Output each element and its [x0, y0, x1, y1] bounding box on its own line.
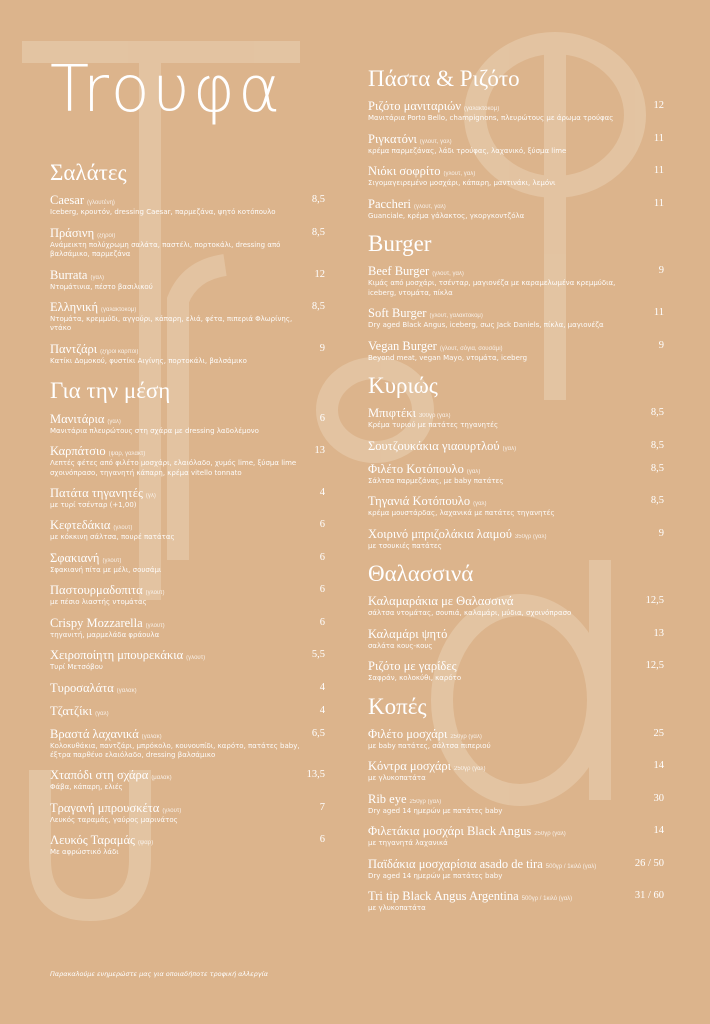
menu-item: [368, 132, 664, 156]
menu-item-description: με τυρί τσένταρ (+1,00): [50, 500, 137, 509]
menu-item-price: 13: [653, 627, 664, 639]
menu-item: [368, 594, 664, 618]
menu-item: [50, 727, 325, 761]
menu-item-name: Τζατζίκι: [50, 703, 93, 718]
menu-item-description: Dry aged 14 ημερών με πατάτες baby: [368, 806, 503, 815]
menu-section: [368, 561, 664, 684]
menu-item-name: Κεφτεδάκια: [50, 518, 111, 533]
menu-item-description: κρέμα μουστάρδας, λαχανικά με πατάτες τηγανητές: [368, 509, 555, 518]
menu-item: [368, 759, 664, 783]
menu-item-price: 14: [653, 825, 664, 837]
menu-item-name: Πατάτα τηγανητές: [50, 485, 143, 500]
menu-item: [368, 857, 664, 881]
menu-item: [50, 412, 325, 436]
menu-item-name: Crispy Mozzarella: [50, 615, 143, 630]
menu-item-name: Caesar: [50, 193, 85, 208]
menu-item-price: 12: [314, 268, 325, 280]
menu-item-description: Ντομάτα, κρεμμύδι, αγγούρι, κάπαρη, ελιά, φέτα, πιπεριά Φλωρίνης, ντάκο: [50, 315, 293, 333]
menu-item-price: 8,5: [650, 407, 664, 419]
menu-item-name-row: [50, 268, 305, 283]
menu-item-name-row: [368, 306, 644, 321]
menu-item-description: με πέσιο λιαστής ντομάτας: [50, 598, 147, 607]
menu-item-name: Ελληνική: [50, 300, 99, 315]
menu-section: [50, 378, 325, 857]
menu-item-name: Παϊδάκια μοσχαρίσια asado de tira: [368, 856, 543, 871]
menu-item-price: 12: [653, 100, 664, 112]
menu-item: [50, 768, 325, 792]
menu-item-name-row: [50, 704, 305, 719]
menu-item-name: Μανιτάρια: [50, 411, 105, 426]
menu-item-price: 11: [653, 307, 664, 319]
menu-item-name-row: [368, 527, 644, 542]
menu-item-description: Iceberg, κρουτόν, dressing Caesar, παρμεζάνα, ψητό κοτόπουλο: [50, 208, 276, 217]
menu-section: [368, 373, 664, 551]
menu-item-price: 6: [319, 551, 325, 563]
menu-item-name-row: [50, 412, 305, 427]
menu-item-name-row: [368, 132, 644, 147]
menu-item: [50, 193, 325, 217]
menu-item-price: 6: [319, 519, 325, 531]
menu-item-note: 500γρ / 1κιλό (γαλ): [521, 896, 573, 903]
menu-item-price: 11: [653, 165, 664, 177]
menu-item-name-row: [368, 494, 644, 509]
menu-item-name-row: [50, 444, 305, 459]
menu-item: [368, 197, 664, 221]
menu-item: [50, 833, 325, 857]
menu-item-name: Rib eye: [368, 791, 407, 806]
menu-item-name: Soft Burger: [368, 306, 427, 321]
menu-item-name-row: [368, 889, 644, 904]
menu-item-note: (γαλ): [473, 501, 487, 508]
menu-item-name-row: [50, 681, 305, 696]
menu-item-note: (γλουτ, σόγια, σουσάμι): [439, 345, 503, 352]
menu-item-note: (γλουτ, γαλ): [419, 138, 452, 145]
menu-item-note: (γαλ): [466, 468, 481, 475]
menu-item-name: Tri tip Black Angus Argentina: [368, 889, 519, 904]
menu-item-name: Ριγκατόνι: [368, 131, 417, 146]
menu-item-name: Μπιφτέκι: [368, 406, 416, 421]
menu-item: [50, 444, 325, 478]
menu-item: [368, 727, 664, 751]
menu-item-description: Κρέμα τυριού με πατάτες τηγανητές: [368, 421, 499, 430]
menu-item-note: (γλουτ): [102, 557, 122, 564]
menu-item-price: 7: [319, 801, 325, 813]
menu-item-description: Μανιτάρια πλευρώτους στη σχάρα με dressing λαδολέμονο: [50, 426, 259, 435]
menu-item: [368, 462, 664, 486]
menu-item-name-row: [50, 226, 305, 241]
menu-item-price: 4: [319, 704, 325, 716]
menu-item-price: 26 / 50: [634, 857, 664, 869]
menu-item-name-row: [368, 857, 644, 872]
menu-item-description: Λεπτές φέτες από φιλέτο μοσχάρι, ελαιόλαδο, χυμός lime, ξύσμα lime σχοινόπρασο, τηγανητή κάπαρη, κρέμα vitello tonnato: [50, 459, 297, 477]
menu-item-description: σαλάτα κους-κους: [368, 641, 433, 650]
menu-item: [50, 486, 325, 510]
menu-item-price: 8,5: [311, 226, 325, 238]
menu-item-name-row: [368, 197, 644, 212]
menu-item-name: Χταπόδι στη σχάρα: [50, 768, 149, 783]
menu-item-note: (γλουτ): [162, 807, 182, 814]
menu-item: [50, 226, 325, 260]
menu-item-note: (γαλακτοκομ): [464, 106, 500, 113]
menu-item-name: Τυροσαλάτα: [50, 680, 114, 695]
menu-item-note: (γλουτ, γαλακτοκομ): [429, 313, 483, 320]
section-title: Πάστα & Ριζότο: [368, 66, 520, 91]
menu-item-price: 13: [314, 445, 325, 457]
menu-item-description: σάλτσα ντομάτας, σουπιά, καλαμάρι, μύδια, σχοινόπρασο: [368, 609, 572, 618]
menu-section: [368, 694, 664, 914]
menu-item-name-row: [368, 727, 644, 742]
menu-item-name-row: [368, 462, 644, 477]
menu-item: [368, 264, 664, 298]
menu-item-name: Vegan Burger: [368, 338, 437, 353]
menu-item-price: 4: [319, 486, 325, 498]
menu-item: [368, 439, 664, 454]
menu-item-name-row: [50, 616, 305, 631]
menu-item-name-row: [50, 648, 305, 663]
menu-section: [368, 66, 664, 221]
menu-item-name: Νιόκι σοφρίτο: [368, 164, 441, 179]
menu-item-name: Σφακιανή: [50, 550, 100, 565]
menu-item-note: (γλουτ): [113, 525, 133, 532]
menu-item-description: Κιμάς από μοσχάρι, τσένταρ, μαγιονέζα με καραμελωμένα κρεμμύδια, iceberg, ντομάτα, πίκλα: [368, 279, 616, 297]
menu-item-name: Πράσινη: [50, 225, 95, 240]
menu-item-name-row: [50, 768, 305, 783]
menu-item-name: Καρπάτσιο: [50, 444, 106, 459]
menu-item-name: Ριζότο μανιταριών: [368, 99, 462, 114]
menu-item-name: Χειροποίητη μπουρεκάκια: [50, 648, 184, 663]
menu-item-description: Με αφρώστικό λάδι: [50, 848, 119, 857]
menu-item-description: Σάλτσα παρμεζάνας, με baby πατάτες: [368, 476, 504, 485]
menu-item-description: Ανάμεικτη πολύχρωμη σαλάτα, παστέλι, πορτοκάλι, dressing από βαλσάμικο, παρμεζάνα: [50, 240, 281, 259]
menu-item-name: Τηγανιά Κοτόπουλο: [368, 494, 471, 509]
menu-item-name-row: [368, 659, 644, 674]
menu-item-price: 6: [319, 412, 325, 424]
menu-item: [50, 518, 325, 542]
menu-item: [368, 889, 664, 913]
menu-item: [368, 494, 664, 518]
menu-item-description: κρέμα παρμεζάνας, λάδι τρούφας, λαχανικό, ξύσμα lime: [368, 146, 567, 155]
menu-item-note: (γαλακ): [141, 733, 162, 740]
menu-item-name-row: [50, 518, 305, 533]
menu-item-name-row: [50, 342, 305, 357]
right-column: [368, 66, 664, 924]
menu-item-description: Φάβα, κάπαρη, ελιές: [50, 783, 123, 792]
menu-item-name: Βραστά λαχανικά: [50, 726, 139, 741]
menu-item-name-row: [368, 339, 644, 354]
menu-item-name: Λευκός Ταραμάς: [50, 833, 135, 848]
menu-item: [368, 627, 664, 651]
menu-item-price: 14: [653, 760, 664, 772]
menu-item-price: 11: [653, 132, 664, 144]
section-title: Κοπές: [368, 693, 427, 719]
menu-item: [368, 527, 664, 551]
menu-item: [368, 339, 664, 363]
menu-item-note: (γλουτ): [145, 590, 165, 597]
menu-item-price: 9: [658, 339, 664, 351]
menu-item-price: 8,5: [311, 194, 325, 206]
menu-item: [50, 583, 325, 607]
menu-item-price: 9: [658, 265, 664, 277]
menu-item-name-row: [368, 627, 644, 642]
menu-item-name-row: [368, 759, 644, 774]
menu-section: [368, 231, 664, 363]
menu-item-price: 9: [658, 527, 664, 539]
menu-item-name-row: [50, 801, 305, 816]
menu-item-price: 8,5: [650, 462, 664, 474]
menu-item-name: Παντζάρι: [50, 341, 98, 356]
menu-item-name: Σουτζουκάκια γιαουρτλού: [368, 438, 500, 453]
menu-item-description: Κολοκυθάκια, παντζάρι, μπρόκολο, κουνουπίδι, καρότο, πατάτες baby, έξτρα παρθένο ελαιόλαδο, dressing βαλσάμικο: [50, 741, 300, 760]
allergy-notice: Παρακαλούμε ενημερώστε μας για οποιαδήποτε τροφική αλλεργία: [50, 970, 269, 978]
menu-item-note: (γαλακ): [116, 687, 137, 694]
menu-item-description: με γλυκοπατάτα: [368, 774, 426, 783]
menu-item-description: Beyond meat, vegan Mayo, ντομάτα, iceberg: [368, 353, 528, 362]
menu-item-name-row: [368, 164, 644, 179]
menu-item-note: 350γρ (γαλ): [514, 533, 547, 540]
menu-item-note: 250γρ (γαλ): [450, 734, 482, 741]
menu-item-name-row: [50, 833, 305, 848]
menu-item-price: 8,5: [650, 495, 664, 507]
menu-item-price: 5,5: [311, 649, 325, 661]
menu-item-name: Φιλέτο Κοτόπουλο: [368, 461, 464, 476]
section-title: Θαλασσινά: [368, 561, 474, 587]
section-title: Για την μέση: [50, 378, 171, 404]
menu-item-name: Παστουρμαδοπιτα: [50, 583, 143, 598]
menu-item-name-row: [368, 264, 644, 279]
section-title: Κυριώς: [368, 373, 438, 399]
menu-item-note: (γλουτ): [186, 655, 206, 662]
menu-item-price: 30: [653, 792, 664, 804]
menu-item: [50, 648, 325, 672]
menu-item-description: Σαφράν, κολοκύθι, καρότο: [368, 674, 462, 683]
menu-item-description: Σιγομαγειρεμένο μοσχάρι, κάπαρη, μαντινάκι, λεμόνι: [368, 179, 556, 188]
menu-item-description: με κόκκινη σάλτσα, πουρέ πατάτας: [50, 533, 175, 542]
menu-item-name-row: [368, 99, 644, 114]
menu-item-note: 250γρ (γαλ): [453, 766, 486, 773]
menu-item: [50, 300, 325, 334]
menu-item-note: (γλουτ, γαλ): [443, 171, 476, 178]
menu-item-name: Beef Burger: [368, 264, 430, 279]
menu-item-name-row: [368, 792, 644, 807]
menu-item-name: Καλαμάρι ψητό: [368, 626, 448, 641]
menu-item: [368, 659, 664, 683]
menu-item: [368, 792, 664, 816]
menu-item-price: 6: [319, 584, 325, 596]
menu-item-note: 500γρ / 1κιλό (γαλ): [545, 863, 597, 870]
menu-item-description: με τηγανητά λαχανικά: [368, 839, 448, 848]
menu-item-description: Κατίκι Δομοκού, φυστίκι Αιγίνης, πορτοκάλι, βαλσάμικο: [50, 356, 247, 365]
brand-logo: Troυφα: [50, 53, 284, 127]
menu-item-note: (γλουτένη): [87, 200, 115, 207]
menu-item-price: 8,5: [311, 301, 325, 313]
menu-item-note: (γαλ): [107, 418, 121, 425]
menu-item-price: 4: [319, 681, 325, 693]
menu-item: [50, 801, 325, 825]
menu-item: [368, 164, 664, 188]
menu-item-description: Dry aged 14 ημερών με πατάτες baby: [368, 871, 503, 880]
menu-item-price: 6: [319, 834, 325, 846]
menu-item-price: 6,5: [311, 727, 325, 739]
menu-item-note: (ψαρ): [137, 840, 154, 847]
menu-item-name: Paccheri: [368, 196, 412, 211]
section-title: Σαλάτες: [50, 160, 127, 185]
menu-item-note: (γλουτ, γαλ): [432, 271, 464, 278]
menu-item-name: Χοιρινό μπριζολάκια λαιμού: [368, 526, 512, 541]
menu-item-note: 250γρ (γαλ): [534, 831, 566, 838]
menu-item: [368, 306, 664, 330]
section-title: Burger: [368, 231, 432, 257]
menu-item-name: Ριζότο με γαρίδες: [368, 659, 457, 674]
menu-item-description: με τσουκιές πατάτες: [368, 541, 442, 550]
menu-item-name-row: [50, 583, 305, 598]
menu-item-note: (ξηροί): [97, 232, 116, 239]
menu-item-note: (μαλακ): [151, 775, 172, 782]
menu-item-price: 13,5: [306, 769, 325, 781]
menu-item-note: (γαλ): [95, 710, 109, 717]
menu-item-name: Φιλετάκια μοσχάρι Black Angus: [368, 824, 532, 839]
menu-item: [50, 681, 325, 696]
menu-item-price: 9: [319, 342, 325, 354]
menu-item: [50, 704, 325, 719]
menu-item-name: Κόντρα μοσχάρι: [368, 759, 451, 774]
menu-item-description: με γλυκοπατάτα: [368, 904, 426, 913]
menu-item-note: (ψαρ, γαλακτ): [108, 451, 146, 458]
menu-item-price: 31 / 60: [634, 890, 664, 902]
menu-item-name-row: [50, 193, 305, 208]
menu-item-description: Ντομάτινια, πέστο βασιλικού: [50, 282, 153, 291]
menu-item-description: Dry aged Black Angus, iceberg, σως Jack Daniels, πίκλα, μαγιονέζα: [368, 321, 604, 330]
menu-item-price: 11: [653, 197, 664, 209]
menu-item-name: Burrata: [50, 267, 88, 282]
menu-item-name-row: [368, 594, 644, 609]
menu-item-description: τηγανιτή, μαρμελάδα φράουλα: [50, 630, 160, 639]
menu-item-price: 12,5: [645, 595, 664, 607]
menu-item-name-row: [50, 551, 305, 566]
menu-item-price: 8,5: [650, 439, 664, 451]
menu-item-name-row: [50, 300, 305, 315]
menu-item-name: Καλαμαράκια με Θαλασσινά: [368, 594, 514, 609]
menu-item-name-row: [368, 824, 644, 839]
menu-section: [50, 160, 325, 366]
menu-item-description: με baby πατάτες, σάλτσα πιπεριού: [368, 742, 491, 751]
menu-item-description: Λευκός ταραμάς, γαύρος μαρινάτος: [50, 815, 178, 824]
menu-item-description: Σφακιανή πίτα με μέλι, σουσάμι: [50, 565, 162, 574]
menu-item: [50, 268, 325, 292]
menu-item-note: 250γρ (γαλ): [409, 798, 442, 805]
menu-item-name-row: [50, 486, 305, 501]
menu-item-name-row: [368, 439, 644, 454]
menu-item: [50, 342, 325, 366]
menu-item-note: (γαλακτοκομ): [101, 307, 137, 314]
menu-item-name-row: [50, 727, 305, 742]
menu-item-name-row: [368, 406, 644, 421]
menu-item-price: 6: [319, 616, 325, 628]
menu-item-note: (γαλ): [90, 274, 104, 281]
menu-item: [368, 406, 664, 430]
menu-item-description: Guanciale, κρέμα γάλακτος, γκοργκοντζόλα: [368, 211, 525, 220]
menu-item: [368, 824, 664, 848]
menu-item: [368, 99, 664, 123]
menu-item-price: 25: [653, 728, 664, 740]
menu-item-description: Τυρί Μετσόβου: [50, 663, 103, 672]
menu-item-note: (γλουτ): [145, 622, 165, 629]
menu-item-note: (γλ): [145, 492, 156, 499]
menu-item-note: 300γρ (γαλ): [418, 413, 451, 420]
left-column: [50, 160, 325, 870]
menu-item-price: 12,5: [645, 660, 664, 672]
menu-item-description: Μανιτάρια Porto Bello, champignons, πλευρώτους με άρωμα τρούφας: [368, 114, 614, 123]
menu-item-note: (γλουτ, γαλ): [414, 203, 446, 210]
menu-item-note: (γαλ): [502, 445, 517, 452]
menu-item-note: (ξηροί καρποί): [100, 348, 139, 355]
menu-item: [50, 616, 325, 640]
menu-item: [50, 551, 325, 575]
menu-item-name: Φιλέτο μοσχάρι: [368, 727, 448, 742]
menu-item-name: Τραγανή μπρουσκέτα: [50, 800, 160, 815]
